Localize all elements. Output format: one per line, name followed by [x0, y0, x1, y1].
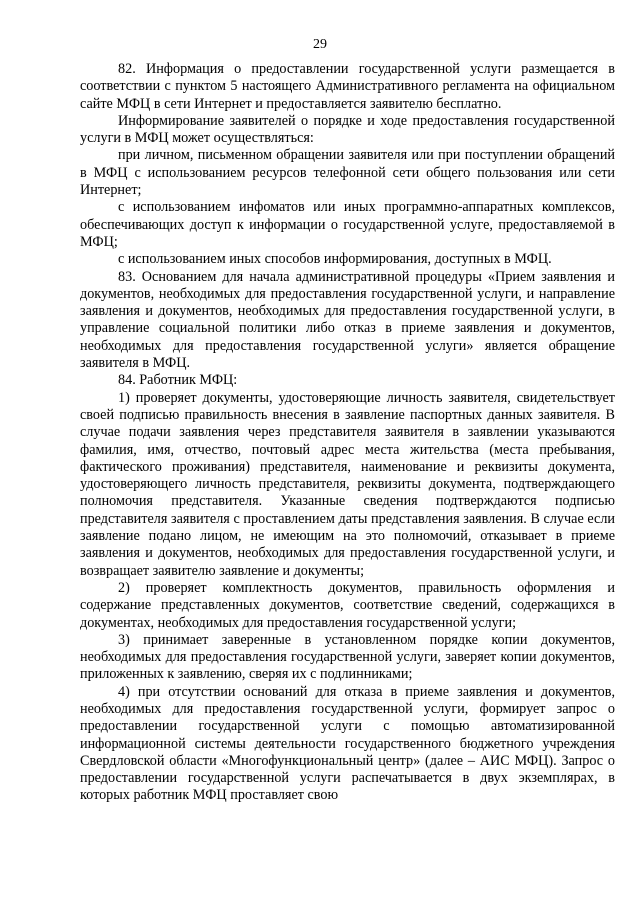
paragraph-84-item-2: 2) проверяет комплектность документов, правильность оформления и содержание представленных документов, соответствие сведений, содержащихся в документах, необходимых для предоставления государственной услуги;	[80, 579, 615, 631]
paragraph-informing-personal: при личном, письменном обращении заявителя или при поступлении обращений в МФЦ с использованием ресурсов телефонной сети общего пользования или сети Интернет;	[80, 147, 615, 199]
paragraph-informing-intro: Информирование заявителей о порядке и ходе предоставления государственной услуги в МФЦ может осуществляться:	[80, 112, 615, 147]
paragraph-informing-infomats: с использованием инфоматов или иных программно-аппаратных комплексов, обеспечивающих доступ к информации о государственной услуге, предоставляемой в МФЦ;	[80, 199, 615, 250]
paragraph-82: 82. Информация о предоставлении государственной услуги размещается в соответствии с пунктом 5 настоящего Административного регламента на официальном сайте МФЦ в сети Интернет и предоставляется заявителю бесплатно.	[80, 61, 615, 112]
document-body	[80, 61, 615, 805]
paragraph-83: 83. Основанием для начала административной процедуры «Прием заявления и документов, необходимых для предоставления государственной услуги, и направление заявления и документов, необходимых для предоставления государственной услуги, в управление социальной политики либо отказ в приеме заявления и документов, необходимых для предоставления государственной услуги» является обращение заявителя в МФЦ.	[80, 268, 615, 372]
paragraph-84: 84. Работник МФЦ:	[118, 372, 238, 389]
paragraph-84-item-1: 1) проверяет документы, удостоверяющие личность заявителя, свидетельствует своей подписью правильность внесения в заявление паспортных данных заявителя. В случае подачи заявления через представителя заявителя в заявлении указываются фамилия, имя, отчество, почтовый адрес места жительства (места пребывания, фактического проживания) представителя, наименование и реквизиты документа, удостоверяющего личность представителя, реквизиты документа, подтверждающего полномочия представителя. Указанные сведения подтверждаются подписью представителя заявителя с проставлением даты представления заявления. В случае если заявление подано лицом, не имеющим на это полномочий, отказывает в приеме заявления и документов, необходимых для предоставления государственной услуги, и возвращает заявителю заявление и документы;	[80, 389, 615, 579]
paragraph-84-item-3: 3) принимает заверенные в установленном порядке копии документов, необходимых для предоставления государственной услуги, заверяет копии документов, приложенных к заявлению, сверяя их с подлинниками;	[80, 631, 615, 683]
paragraph-84-item-4: 4) при отсутствии оснований для отказа в приеме заявления и документов, необходимых для предоставления государственной услуги, формирует запрос о предоставлении государственной услуги с помощью автоматизированной информационной системы деятельности государственного бюджетного учреждения Свердловской области «Многофункциональный центр» (далее – АИС МФЦ). Запрос о предоставлении государственной услуги распечатывается в двух экземплярах, в которых работник МФЦ проставляет свою	[80, 683, 615, 804]
page-number: 29	[313, 37, 327, 52]
paragraph-informing-other: с использованием иных способов информирования, доступных в МФЦ.	[118, 251, 552, 268]
